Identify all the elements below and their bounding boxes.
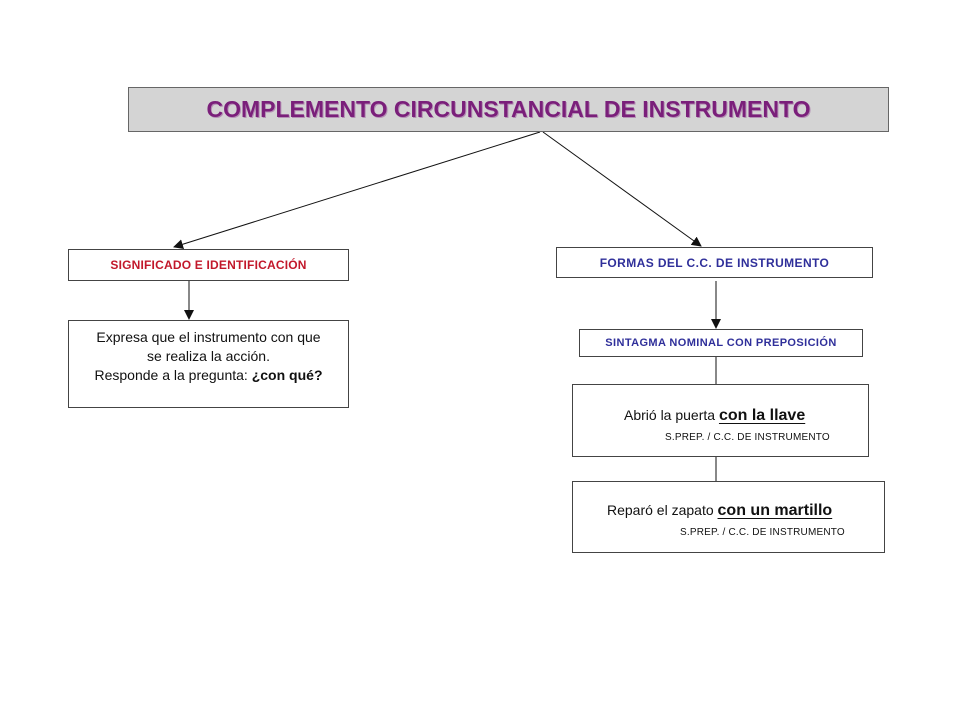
description-question: ¿con qué? <box>251 367 323 383</box>
example-1-phrase: con la llave <box>718 407 806 424</box>
example-box-2 <box>572 481 885 553</box>
example-2-sentence: Reparó el zapato <box>607 502 718 518</box>
meaning-description-box <box>68 320 349 408</box>
example-1-sentence-line <box>624 407 805 425</box>
example-2-analysis: S.PREP. / C.C. DE INSTRUMENTO <box>680 527 845 538</box>
example-1-sentence: Abrió la puerta <box>624 407 719 423</box>
description-line-3 <box>69 366 348 385</box>
description-line-1: Expresa que el instrumento con que <box>96 329 321 345</box>
example-2-phrase: con un martillo <box>717 502 833 519</box>
description-line-2: se realiza la acción. <box>147 348 270 364</box>
forms-subheader: SINTAGMA NOMINAL CON PREPOSICIÓN <box>579 329 863 357</box>
diagram-title-box <box>128 87 889 132</box>
example-1-analysis: S.PREP. / C.C. DE INSTRUMENTO <box>665 432 830 443</box>
arrow-title-to-left <box>174 132 540 247</box>
forms-header: FORMAS DEL C.C. DE INSTRUMENTO <box>556 247 873 278</box>
example-2-sentence-line <box>607 502 832 520</box>
description-question-prefix: Responde a la pregunta: <box>94 367 252 383</box>
example-box-1 <box>572 384 869 457</box>
arrow-title-to-right <box>543 132 701 246</box>
diagram-title: COMPLEMENTO CIRCUNSTANCIAL DE INSTRUMENTO <box>206 96 811 122</box>
meaning-identification-header: SIGNIFICADO E IDENTIFICACIÓN <box>68 249 349 281</box>
